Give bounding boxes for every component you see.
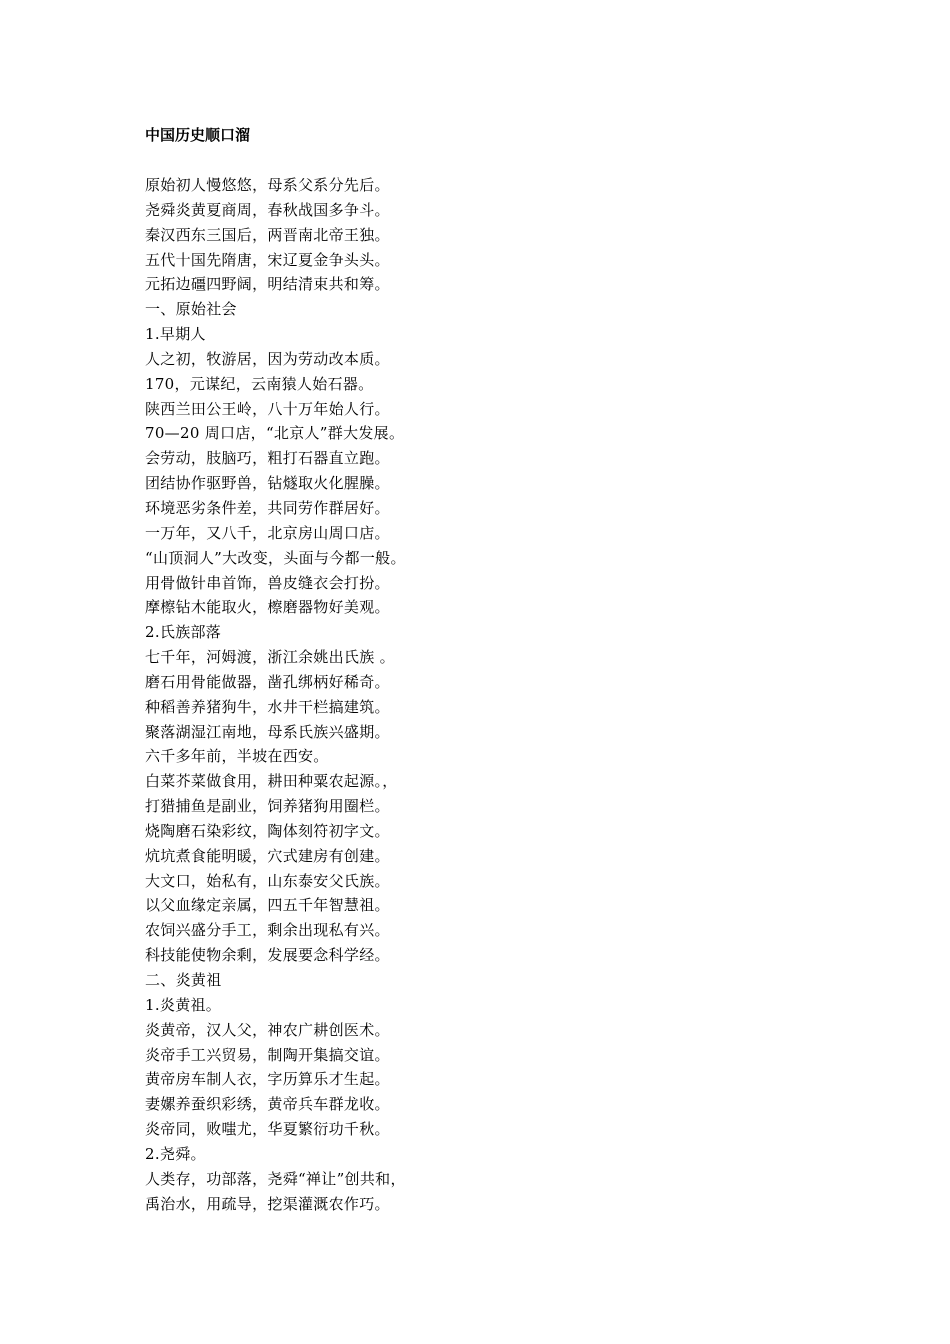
- text-line: 人类存，功部落，尧舜“禅让”创共和，: [145, 1169, 406, 1188]
- text-line: 秦汉西东三国后，两晋南北帝王独。: [145, 225, 390, 244]
- text-line: 白菜芥菜做食用，耕田种粟农起源。，: [145, 772, 398, 791]
- text-line: 种稻善养猪狗牛，水井干栏搞建筑。: [145, 697, 390, 716]
- text-line: 用骨做针串首饰，兽皮缝衣会打扮。: [145, 573, 390, 592]
- text-line: 以父血缘定亲属，四五千年智慧祖。: [145, 896, 390, 915]
- text-line: 妻嫘养蚕织彩绣，黄帝兵车群龙收。: [145, 1095, 390, 1114]
- text-line: 1.炎黄祖。: [145, 995, 222, 1014]
- text-line: 团结协作驱野兽，钻燧取火化腥臊。: [145, 474, 390, 493]
- text-line: “山顶洞人”大改变，头面与今都一般。: [145, 548, 406, 567]
- text-line: 农饲兴盛分手工，剩余出现私有兴。: [145, 921, 390, 940]
- text-line: 环境恶劣条件差，共同劳作群居好。: [145, 498, 390, 517]
- text-line: 磨石用骨能做器，凿孔绑柄好稀奇。: [145, 672, 390, 691]
- text-line: 2.尧舜。: [145, 1144, 206, 1163]
- text-line: 六千多年前，半坡在西安。: [145, 747, 329, 766]
- text-line: 人之初，牧游居，因为劳动改本质。: [145, 349, 390, 368]
- text-line: 摩檫钻木能取火，檫磨器物好美观。: [145, 598, 390, 617]
- text-line: 科技能使物余剩，发展要念科学经。: [145, 946, 390, 965]
- text-line: 黄帝房车制人衣，字历算乐才生起。: [145, 1070, 390, 1089]
- text-line: 170，元谋纪，云南猿人始石器。: [145, 374, 374, 393]
- text-line: 陕西兰田公王岭，八十万年始人行。: [145, 399, 390, 418]
- text-line: 70—20 周口店，“北京人”群大发展。: [145, 424, 405, 443]
- text-line: 五代十国先隋唐，宋辽夏金争头头。: [145, 250, 390, 269]
- text-line: 元拓边礓四野阔，明结清束共和筹。: [145, 275, 390, 294]
- text-line: 烧陶磨石染彩纹，陶体刻符初字文。: [145, 821, 390, 840]
- text-line: 1.早期人: [145, 325, 206, 344]
- text-line: 炎帝同，败嗤尤，华夏繁衍功千秋。: [145, 1120, 390, 1139]
- text-line: 一、原始社会: [145, 300, 237, 319]
- text-line: 禹治水，用疏导，挖渠灌溉农作巧。: [145, 1194, 390, 1213]
- text-line: 大文口，始私有，山东泰安父氏族。: [145, 871, 390, 890]
- text-line: 炕坑煮食能明暖，穴式建房有创建。: [145, 846, 390, 865]
- text-line: 二、炎黄祖: [145, 971, 222, 989]
- document-title: 中国历史顺口溜: [145, 126, 251, 144]
- text-line: 聚落湖湿江南地，母系氏族兴盛期。: [145, 722, 390, 741]
- text-line: 炎黄帝，汉人父，神农广耕创医术。: [145, 1020, 390, 1039]
- text-line: 一万年，又八千，北京房山周口店。: [145, 523, 390, 542]
- text-line: 七千年，河姆渡，浙江余姚出氏族 。: [145, 648, 395, 667]
- text-line: 打猎捕鱼是副业，饲养猪狗用圈栏。: [145, 797, 390, 816]
- document-body: [145, 173, 845, 1216]
- text-line: 炎帝手工兴贸易，制陶开集搞交谊。: [145, 1045, 390, 1064]
- text-line: 会劳动，肢脑巧，粗打石器直立跑。: [145, 449, 390, 468]
- text-line: 尧舜炎黄夏商周，春秋战国多争斗。: [145, 200, 390, 219]
- text-line: 2.氏族部落: [145, 623, 222, 642]
- text-line: 原始初人慢悠悠，母系父系分先后。: [145, 176, 390, 194]
